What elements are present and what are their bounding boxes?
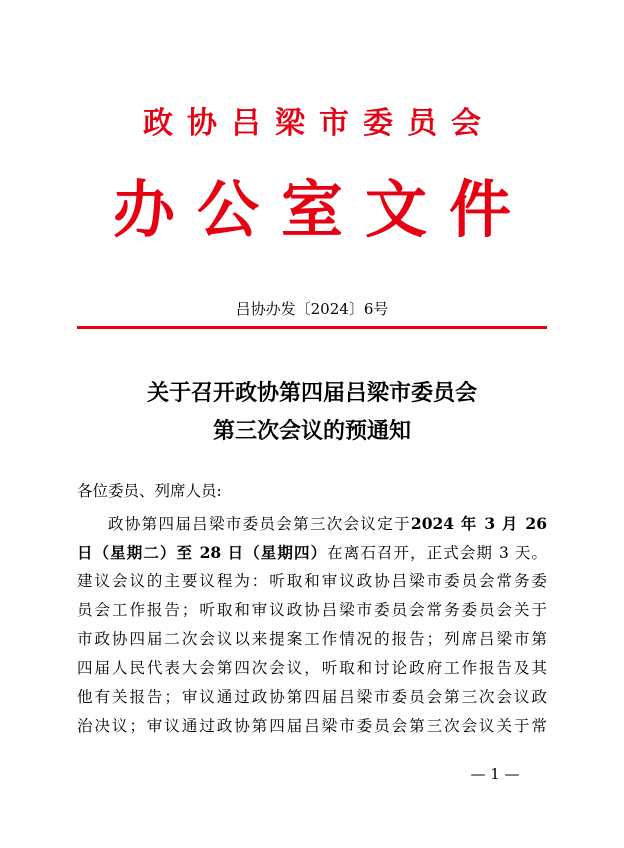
page-number: — 1 — [470, 765, 520, 783]
salutation: 各位委员、列席人员: [77, 482, 222, 500]
body-line-2 [77, 538, 547, 567]
document-title [0, 374, 624, 450]
document-title-line-1: 关于召开政协第四届吕梁市委员会 [146, 380, 477, 406]
body-paragraph [77, 509, 547, 741]
body-line-6: 四届人民代表大会第四次会议，听取和讨论政府工作报告及其 [77, 659, 547, 677]
body-line-3: 建议会议的主要议程为：听取和审议政协吕梁市委员会常务委 [77, 572, 547, 590]
body-line-5: 市政协四届二次会议以来提案工作情况的报告；列席吕梁市第 [77, 630, 547, 648]
meeting-date-range: 日（星期二）至 28 日（星期四） [77, 543, 328, 562]
document-type-heading: 办公室文件 [112, 173, 533, 246]
red-divider-line [77, 326, 547, 329]
meeting-start-date: 2024 年 3 月 26 [410, 514, 547, 533]
body-line-7: 他有关报告；审议通过政协第四届吕梁市委员会第三次会议政 [77, 688, 547, 706]
body-line-8: 治决议；审议通过政协第四届吕梁市委员会第三次会议关于常 [77, 717, 547, 735]
body-line-4: 员会工作报告；听取和审议政协吕梁市委员会常务委员会关于 [77, 601, 547, 619]
body-line-1 [77, 509, 547, 538]
document-title-line-2: 第三次会议的预通知 [212, 418, 411, 444]
issuing-organization: 政协吕梁市委员会 [143, 106, 495, 141]
body-line-2-text: 在离石召开，正式会期 3 天。 [327, 544, 547, 562]
body-line-1-text: 政协第四届吕梁市委员会第三次会议定于 [108, 515, 411, 533]
document-number: 吕协办发〔2024〕6号 [235, 300, 389, 318]
